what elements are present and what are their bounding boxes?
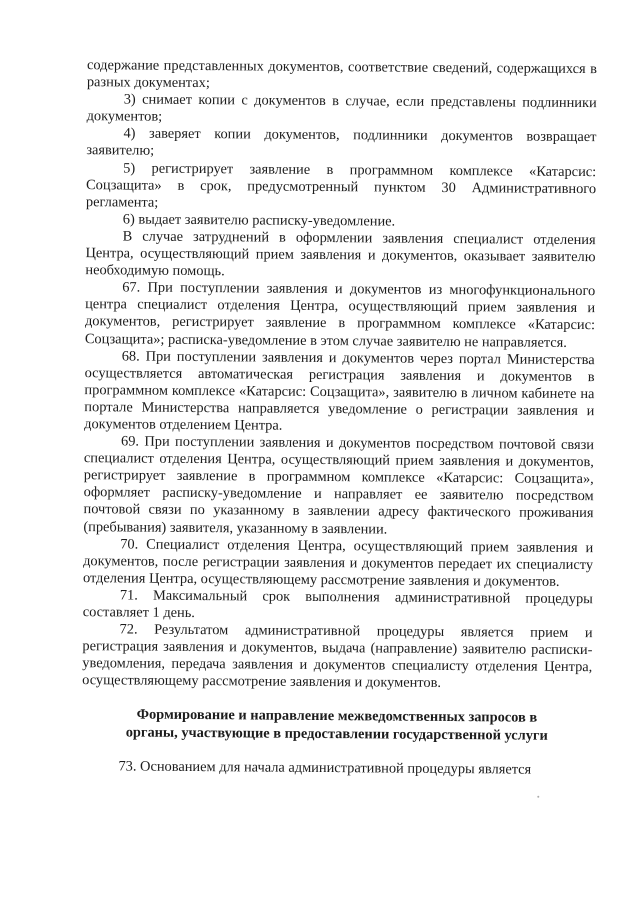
clause-73: 73. Основанием для начала административной процедуры является xyxy=(118,758,532,778)
list-item-6: 6) выдает заявителю расписку-уведомление. xyxy=(122,211,396,230)
section-heading xyxy=(82,707,592,745)
section-heading-line-2: органы, участвующие в предоставлении государственной услуги xyxy=(125,724,548,744)
list-item-3: 3) снимает копии с документов в случае, если представлены подлинники документов; xyxy=(86,91,597,126)
clause-70: 70. Специалист отделения Центра, осуществляющий прием заявления и документов, после регистрации заявления и документов передает их специалисту отделения Центра, осуществляющему рассмотрение заявления и документов. xyxy=(82,536,594,590)
scan-speck xyxy=(537,796,539,798)
paragraph-continuation: содержание представленных документов, соответствие сведений, содержащихся в разных документах; xyxy=(86,57,598,92)
clause-72: 72. Результатом административной процедуры является прием и регистрация заявления и документов, выдача (направление) заявителю расписки-уведомления, передача заявления и документов специалисту отделения Центра, осуществляющему рассмотрение заявления и документов. xyxy=(82,621,593,692)
list-item-5: 5) регистрирует заявление в программном комплексе «Катарсис: Соцзащита» в срок, предусмотренный пунктом 30 Административного регламента; xyxy=(85,160,597,211)
clause-69: 69. При поступлении заявления и документов посредством почтовой связи специалист отделения Центра, осуществляющий прием заявления и документов, регистрирует заявление в программном комплексе «Катарсис: Соцзащита», оформляет расписку-уведомление и направляет ее заявителю посредством почтовой связи по указанному в заявлении адресу фактического проживания (пребывания) заявителя, указанному в заявлении. xyxy=(83,433,595,538)
document-body xyxy=(81,57,597,779)
clause-68: 68. При поступлении заявления и документов через портал Министерства осуществляется автоматическая регистрация заявления и документов в программном комплексе «Катарсис: Соцзащита», заявителю в личном кабинете на портале Министерства направляется уведомление о регистрации заявления и документов отделением Центра. xyxy=(84,348,595,434)
list-item-4: 4) заверяет копии документов, подлинники документов возвращает заявителю; xyxy=(86,125,597,160)
paragraph-assistance: В случае затруднений в оформлении заявления специалист отделения Центра, осуществляющий прием заявления и документов, оказывает заявителю необходимую помощь. xyxy=(85,228,596,280)
clause-67: 67. При поступлении заявления и документов из многофункционального центра специалист отделения Центра, осуществляющий прием заявления и документов, регистрирует заявление в программном комплексе «Катарсис: Соцзащита»; расписка-уведомление в этом случае заявителю не направляется. xyxy=(84,279,596,351)
section-heading-line-1: Формирование и направление межведомственных запросов в xyxy=(136,707,538,727)
clause-71: 71. Максимальный срок выполнения административной процедуры составляет 1 день. xyxy=(82,587,593,622)
